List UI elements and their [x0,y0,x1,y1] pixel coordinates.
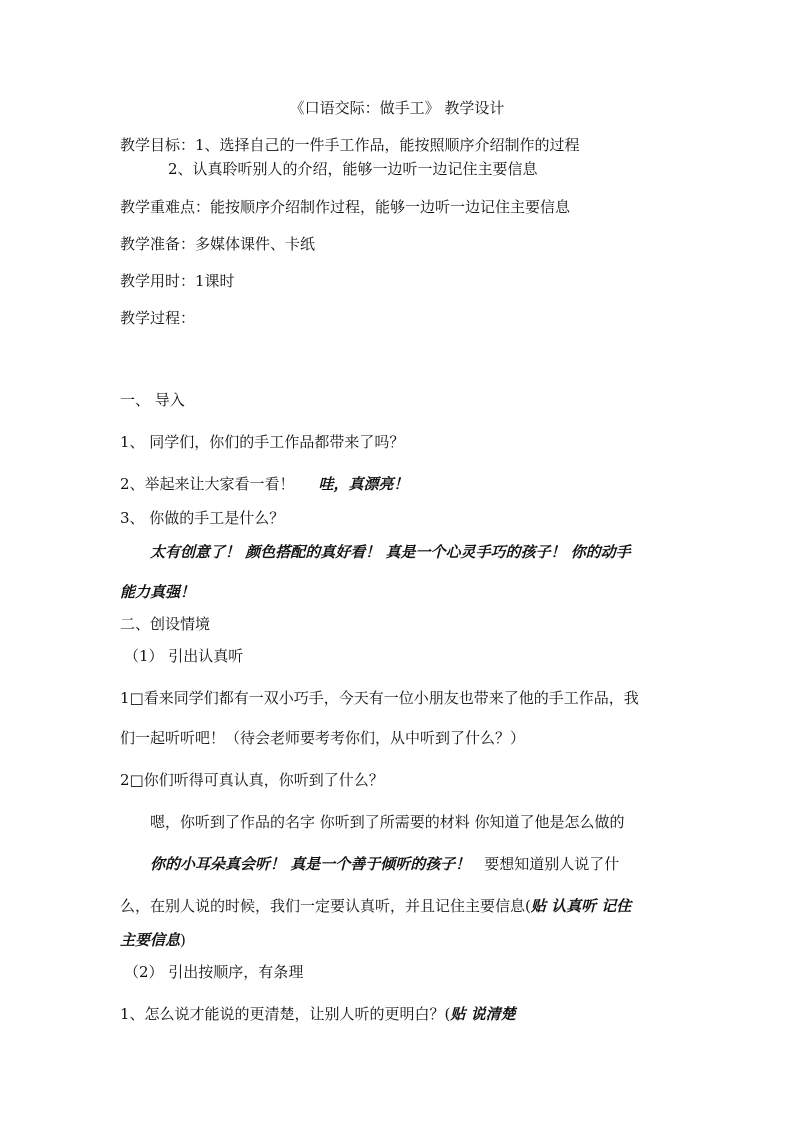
objective-2: 2、认真聆听别人的介绍，能够一边听一边记住主要信息 [168,160,538,178]
paragraph-1-line-1: 1□看来同学们都有一双小巧手，今天有一位小朋友也带来了他的手工作品，我 [120,689,639,707]
question-speak-text: 1、怎么说才能说的更清楚，让别人听的更明白？( [120,1005,451,1023]
duration: 教学用时：1课时 [120,272,235,290]
section-2-heading: 二、创设情境 [120,615,211,633]
paragraph-4 [150,854,619,874]
praise-beautiful: 哇，真漂亮！ [318,475,409,493]
paragraph-2: 2□你们听得可真认真，你听到了什么？ [120,771,384,789]
subsection-1: （1） 引出认真听 [124,647,244,665]
objective-1: 1、选择自己的一件手工作品，能按照顺序介绍制作的过程 [195,136,580,154]
praise-listening: 你的小耳朵真会听！ 真是一个善于倾听的孩子！ [150,855,471,873]
section-1-heading: 一、 导入 [120,391,185,409]
question-2: 2、举起来让大家看一看！ [120,475,295,493]
paste-main-info: 主要信息 [120,931,181,949]
key-points: 教学重难点：能按顺序介绍制作过程，能够一边听一边记住主要信息 [120,198,571,216]
praise-line-1: 太有创意了！ 颜色搭配的真好看！ 真是一个心灵手巧的孩子！ 你的动手 [150,543,631,561]
paragraph-1-line-2: 们一起听听吧！（待会老师要考考你们，从中听到了什么？） [120,729,526,747]
paragraph-5 [120,896,631,916]
question-1: 1、 同学们，你们的手工作品都带来了吗？ [120,433,405,451]
paragraph-5-text: 么，在别人说的时候，我们一定要认真听，并且记住主要信息( [120,897,531,915]
paragraph-6-end: ) [180,931,186,949]
objectives-line-1 [120,135,580,155]
question-2-line [120,474,409,494]
preparation: 教学准备：多媒体课件、卡纸 [120,235,316,253]
paragraph-6 [120,930,186,950]
objectives-label: 教学目标： [120,136,196,154]
process-label: 教学过程： [120,309,196,327]
praise-line-2: 能力真强！ [120,583,196,601]
paragraph-4-rest: 要想知道别人说了什 [484,855,620,873]
subsection-2: （2） 引出按顺序，有条理 [124,963,304,981]
paste-listen-remember: 贴 认真听 记住 [530,897,632,915]
document-title: 《口语交际：做手工》 教学设计 [289,99,505,117]
paste-speak-clearly: 贴 说清楚 [450,1005,516,1023]
question-speak-clearly [120,1004,516,1024]
question-3: 3、 你做的手工是什么？ [120,509,285,527]
paragraph-3: 嗯，你听到了作品的名字 你听到了所需要的材料 你知道了他是怎么做的 [150,813,625,831]
